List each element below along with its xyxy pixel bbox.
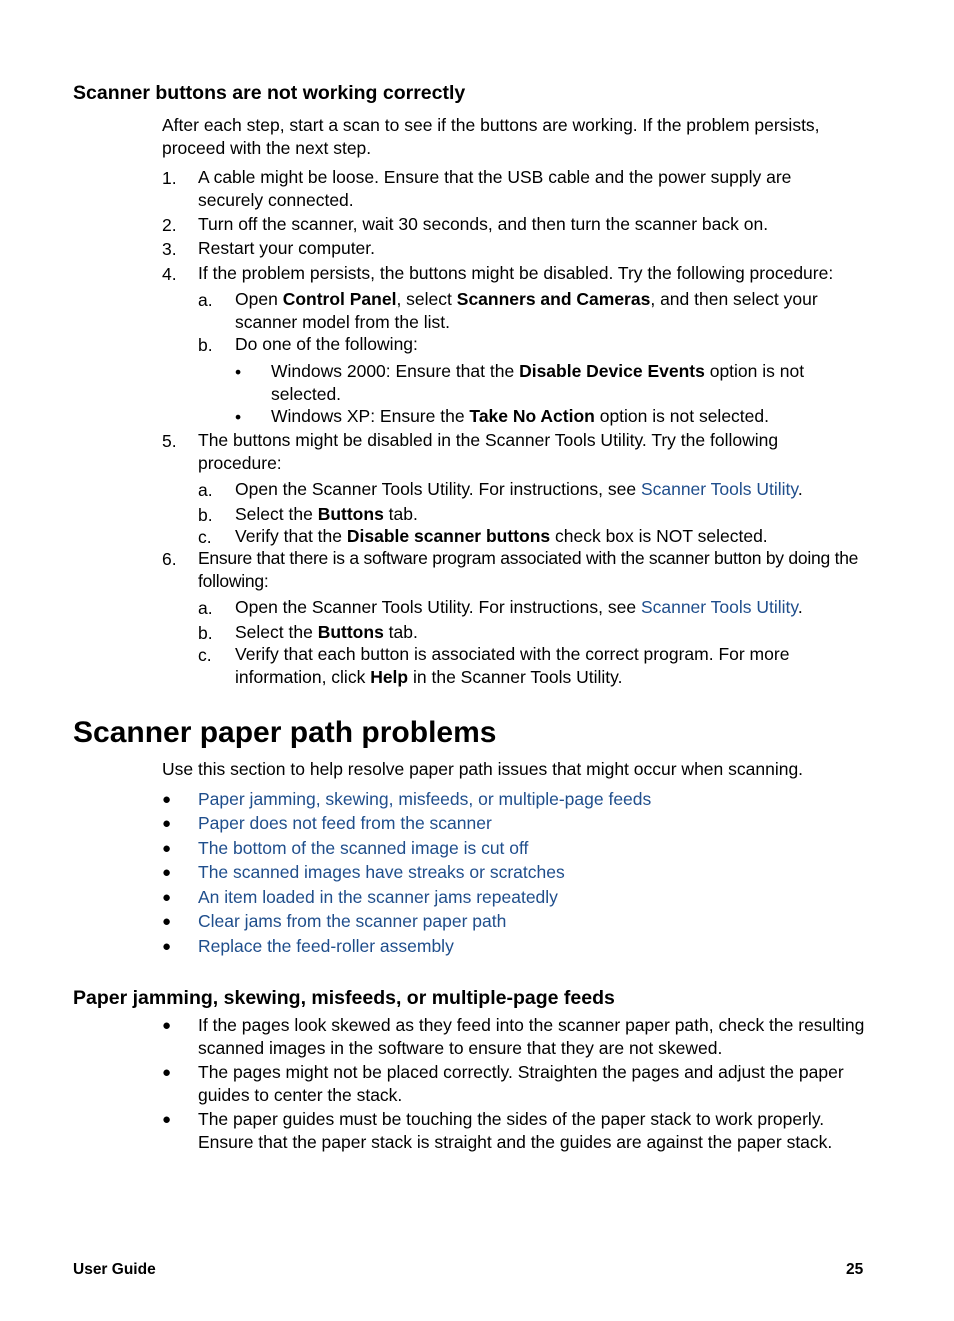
scanner-tools-utility-link[interactable]: Scanner Tools Utility (640, 597, 798, 617)
step-number: 2. (162, 215, 177, 235)
step-number: 6. (162, 549, 177, 569)
substep-text: Do one of the following: (235, 334, 418, 354)
step-text: Restart your computer. (198, 238, 376, 258)
footer-title: User Guide (73, 1261, 156, 1278)
bullet: • (235, 362, 242, 382)
substep-label: b. (198, 623, 213, 643)
topic-link[interactable]: Replace the feed-roller assembly (198, 936, 454, 956)
list-item: The paper guides must be touching the sides of the paper stack to work properly. Ensure that the paper stack is straight and the guides are against the paper stack. (198, 1109, 833, 1152)
bullet-text: Windows XP: Ensure the Take No Action option is not selected. (271, 406, 769, 426)
bullet: ● (162, 864, 172, 881)
section-heading: Scanner buttons are not working correctly (73, 82, 466, 104)
bullet: ● (162, 913, 172, 930)
list-item: The pages might not be placed correctly. Straighten the pages and adjust the paper guides to center the stack. (198, 1062, 844, 1105)
step-text: Ensure that there is a software program associated with the scanner button by doing the following: (198, 548, 859, 591)
topic-link[interactable]: An item loaded in the scanner jams repeatedly (198, 887, 558, 907)
intro-paragraph: After each step, start a scan to see if the buttons are working. If the problem persists, proceed with the next step. (162, 115, 820, 158)
substep-label: a. (198, 480, 213, 500)
bullet: ● (162, 1111, 172, 1128)
topic-link[interactable]: The bottom of the scanned image is cut off (198, 838, 529, 858)
scanner-tools-utility-link[interactable]: Scanner Tools Utility (640, 479, 798, 499)
substep-label: a. (198, 598, 213, 618)
intro-paragraph: Use this section to help resolve paper path issues that might occur when scanning. (162, 759, 804, 779)
substep-text: Verify that each button is associated with the correct program. For more information, click Help in the Scanner Tools Utility. (235, 644, 790, 687)
step-text: Turn off the scanner, wait 30 seconds, and then turn the scanner back on. (198, 214, 769, 234)
step-number: 5. (162, 431, 177, 451)
list-item: If the pages look skewed as they feed into the scanner paper path, check the resulting scanned images in the software to ensure that they are not skewed. (198, 1015, 865, 1058)
step-text: A cable might be loose. Ensure that the USB cable and the power supply are securely connected. (198, 167, 792, 210)
section-heading: Paper jamming, skewing, misfeeds, or multiple-page feeds (73, 987, 615, 1009)
bullet: ● (162, 1017, 172, 1034)
bullet: ● (162, 1064, 172, 1081)
bullet: ● (162, 840, 172, 857)
page-title: Scanner paper path problems (73, 716, 497, 749)
substep-text: Open the Scanner Tools Utility. For instructions, see Scanner Tools Utility. (235, 597, 803, 617)
page-number: 25 (846, 1261, 864, 1278)
substep-text: Open the Scanner Tools Utility. For instructions, see Scanner Tools Utility. (235, 479, 803, 499)
substep-text: Open Control Panel, select Scanners and Cameras, and then select your scanner model from the list. (235, 289, 818, 332)
substep-text: Select the Buttons tab. (235, 622, 418, 642)
bullet: ● (162, 791, 172, 808)
bullet: • (235, 407, 242, 427)
bullet-text: Windows 2000: Ensure that the Disable Device Events option is not selected. (271, 361, 805, 404)
substep-label: b. (198, 505, 213, 525)
substep-text: Select the Buttons tab. (235, 504, 418, 524)
step-text: The buttons might be disabled in the Scanner Tools Utility. Try the following procedure: (198, 430, 779, 473)
step-number: 3. (162, 239, 177, 259)
substep-label: c. (198, 527, 212, 547)
topic-link[interactable]: Clear jams from the scanner paper path (198, 911, 507, 931)
topic-link[interactable]: Paper does not feed from the scanner (198, 813, 492, 833)
bullet: ● (162, 889, 172, 906)
substep-label: a. (198, 290, 213, 310)
bullet: ● (162, 815, 172, 832)
step-text: If the problem persists, the buttons might be disabled. Try the following procedure: (198, 263, 834, 283)
topic-link[interactable]: Paper jamming, skewing, misfeeds, or multiple-page feeds (198, 789, 652, 809)
step-number: 1. (162, 168, 177, 188)
topic-link[interactable]: The scanned images have streaks or scratches (198, 862, 565, 882)
substep-text: Verify that the Disable scanner buttons check box is NOT selected. (235, 526, 768, 546)
step-number: 4. (162, 264, 177, 284)
substep-label: b. (198, 335, 213, 355)
bullet: ● (162, 938, 172, 955)
substep-label: c. (198, 645, 212, 665)
